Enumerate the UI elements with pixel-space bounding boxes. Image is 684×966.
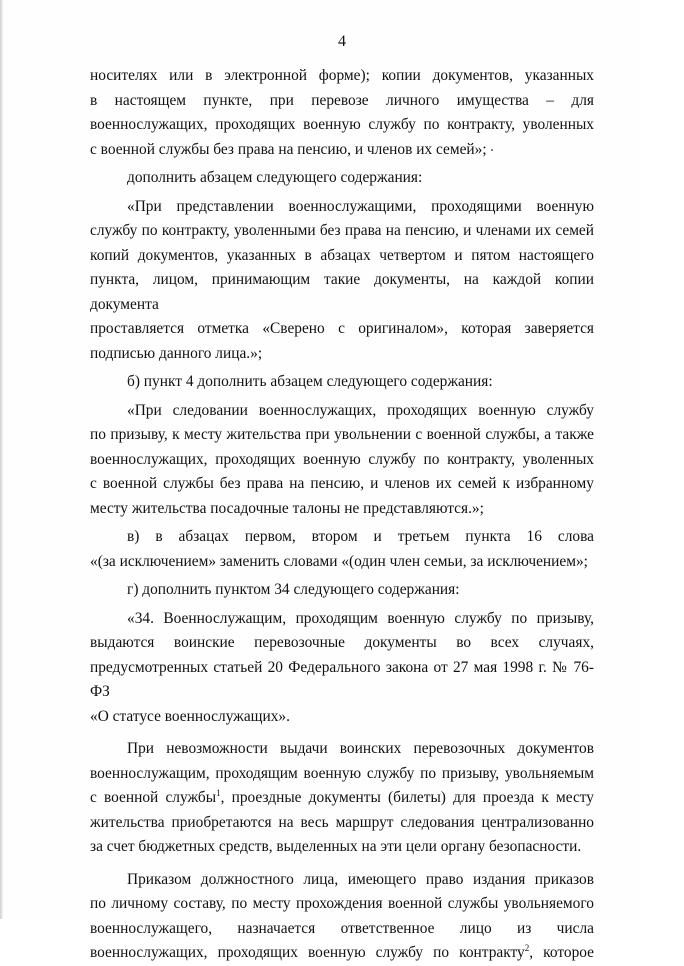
body-line: пункта, лицом, принимающим такие документы, на каждой копии документа [90,271,594,313]
body-line: предусмотренных статьей 20 Федерального закона от 27 мая 1998 г. № 76-ФЗ [90,658,594,700]
body-line: за счет бюджетных средств, выделенных на эти цели органу безопасности. [90,838,582,855]
document-body [90,64,594,966]
body-line [90,941,594,966]
body-line: При невозможности выдачи воинских перевозочных документов [127,740,594,757]
page-number: 4 [338,33,346,50]
body-line: копий документов, указанных в абзацах четвертом и пятом настоящего [90,246,594,264]
body-line: военнослужащего, назначается ответственное лицо из числа [90,919,594,937]
body-line-part: , которое [529,944,594,961]
body-line: жительства приобретаются на весь маршрут следования централизованно [90,813,594,831]
body-line: по призыву, к месту жительства при увольнении с военной службы, а также [90,426,594,443]
body-line: «При представлении военнослужащими, проходящими военную [127,197,594,215]
body-line [90,786,594,811]
body-line: в настоящем пункте, при перевозе личного имущества – для [90,91,594,109]
body-line: г) дополнить пунктом 34 следующего содержания: [127,581,460,598]
body-line: «О статусе военнослужащих». [90,707,290,725]
body-line: подписью данного лица.»; [90,344,263,362]
body-line: «34. Военнослужащим, проходящим военную службу по призыву, [127,609,594,627]
body-line-part: военнослужащих, проходящих военную службу по контракту [90,944,525,961]
body-line-part: с военной службы [90,789,217,806]
body-line-part: , проездные документы (билеты) для проезда к месту [220,789,594,806]
body-line: в) в абзацах первом, втором и третьем пункта 16 слова [127,528,594,545]
body-line: б) пункт 4 дополнить абзацем следующего содержания: [127,373,493,390]
body-line: с военной службы без права на пенсию, и членов их семей»; [90,140,487,158]
footnote-mark: 1 [216,788,221,798]
body-line: военнослужащих, проходящих военную службу по контракту, уволенных [90,116,594,133]
footnote-mark: 2 [524,943,530,953]
body-line: выдаются воинские перевозочные документы во всех случаях, [90,634,594,651]
body-line: носителях или в электронной форме); копии документов, указанных [90,67,594,84]
body-line: «При следовании военнослужащих, проходящих военную службу [127,401,594,419]
body-line: Приказом должностного лица, имеющего право издания приказов [127,870,594,888]
body-line: по личному составу, по месту прохождения военной службы увольняемого [90,895,594,912]
body-line: военнослужащим, проходящим военную службу по призыву, увольняемым [90,764,594,782]
body-line: проставляется отметка «Сверено с оригиналом», которая заверяется [90,320,594,337]
body-line: дополнить абзацем следующего содержания: [127,169,423,186]
body-line: службу по контракту, уволенными без права на пенсию, и членами их семей [90,222,594,239]
body-line: «(за исключением» заменить словами «(один член семьи, за исключением»; [90,552,588,570]
body-line: месту жительства посадочные талоны не представляются.»; [90,499,484,517]
body-line: с военной службы без права на пенсию, и членов их семей к избранному [90,475,594,492]
body-line: военнослужащих, проходящих военную службу по контракту, уволенных [90,450,594,468]
